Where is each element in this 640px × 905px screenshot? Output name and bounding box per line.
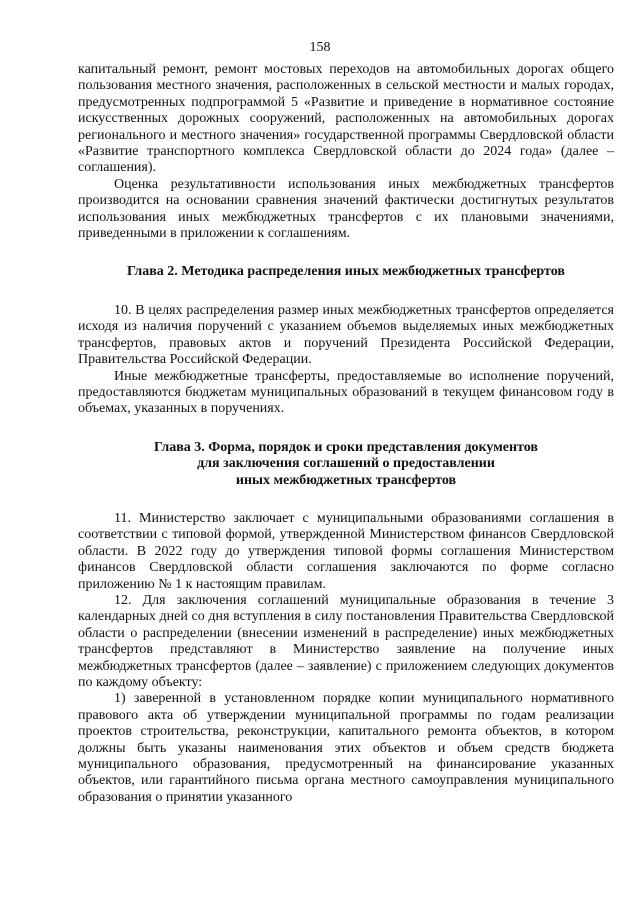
paragraph-11: 11. Министерство заключает с муниципальными образованиями соглашения в соответствии с типовой формой, утвержденной Министерством финансов Свердловской области. В 2022 году до утверждения типовой формы соглашения Министерством финансов Свердловской области соглашения заключаются по форме согласно приложению № 1 к настоящим правилам. bbox=[78, 510, 614, 592]
paragraph-10: 10. В целях распределения размер иных межбюджетных трансфертов определяется исходя из наличия поручений с указанием объемов выделяемых иных межбюджетных трансфертов, правовых актов и поручений Президента Российской Федерации, Правительства Российской Федерации. bbox=[78, 302, 614, 368]
paragraph-other-transfers: Иные межбюджетные трансферты, предоставляемые во исполнение поручений, предоставляются бюджетам муниципальных образований в текущем финансовом году в объемах, указанных в поручениях. bbox=[78, 368, 614, 417]
paragraph-12-item-1: 1) заверенной в установленном порядке копии муниципального нормативного правового акта об утверждении муниципальной программы по годам реализации проектов строительства, реконструкции, капитального ремонта объектов, в котором должны быть указаны наименования этих объектов и объем средств бюджета муниципального образования, предусмотренный на финансирование указанных объектов, или гарантийного письма органа местного самоуправления муниципального образования о принятии указанного bbox=[78, 691, 614, 805]
chapter-3-heading bbox=[78, 440, 614, 489]
chapter-3-heading-line-1: Глава 3. Форма, порядок и сроки представления документов bbox=[154, 439, 538, 455]
page-number: 158 bbox=[309, 40, 331, 55]
paragraph-evaluation: Оценка результативности использования иных межбюджетных трансфертов производится на основании сравнения значений фактически достигнутых результатов использования иных межбюджетных трансфертов с их плановыми значениями, приведенными в приложении к соглашениям. bbox=[78, 176, 614, 242]
chapter-3-heading-line-2: для заключения соглашений о предоставлении bbox=[197, 456, 495, 472]
paragraph-continuation: капитальный ремонт, ремонт мостовых переходов на автомобильных дорогах общего пользования местного значения, расположенных в сельской местности и малых городах, предусмотренных подпрограммой 5 «Развитие и приведение в нормативное состояние искусственных дорожных сооружений, расположенных на автомобильных дорогах регионального и местного значения» государственной программы Свердловской области «Развитие транспортного комплекса Свердловской области до 2024 года» (далее – соглашения). bbox=[78, 62, 614, 176]
document-body bbox=[78, 62, 614, 806]
chapter-2-heading: Глава 2. Методика распределения иных межбюджетных трансфертов bbox=[127, 264, 565, 280]
paragraph-12: 12. Для заключения соглашений муниципальные образования в течение 3 календарных дней со дня вступления в силу постановления Правительства Свердловской области о распределении (внесении изменений в распределение) иных межбюджетных трансфертов представляют в Министерство заявление на получение иных межбюджетных трансфертов (далее – заявление) с приложением следующих документов по каждому объекту: bbox=[78, 592, 614, 690]
chapter-3-heading-line-3: иных межбюджетных трансфертов bbox=[235, 472, 457, 488]
